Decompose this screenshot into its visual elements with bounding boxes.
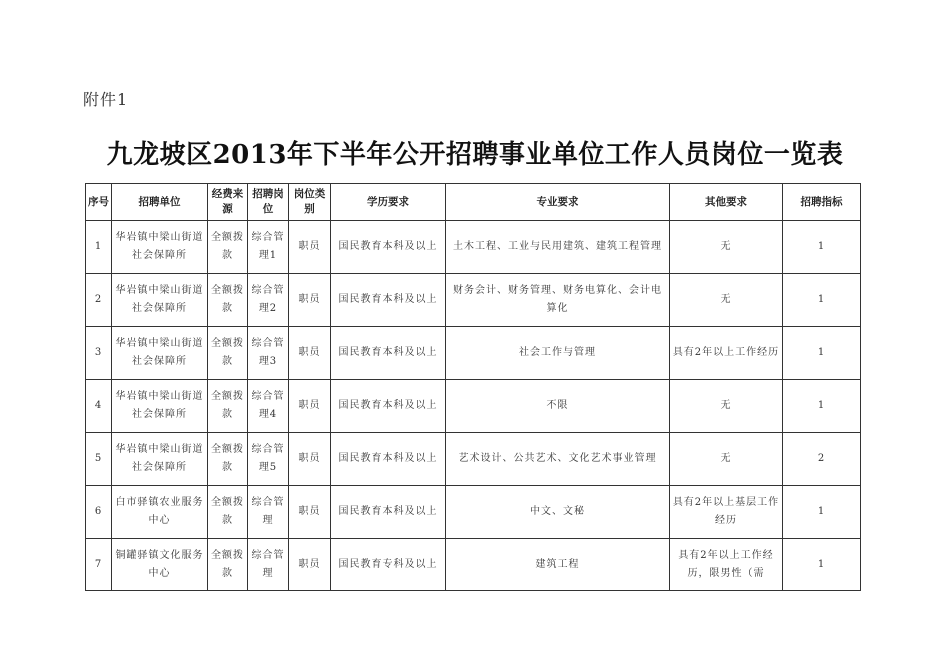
cell-post: 综合管理1 <box>248 221 289 274</box>
cell-funding: 全额拨款 <box>208 221 248 274</box>
cell-major: 社会工作与管理 <box>446 327 670 380</box>
cell-funding: 全额拨款 <box>208 274 248 327</box>
cell-other: 无 <box>670 380 783 433</box>
cell-education: 国民教育本科及以上 <box>331 380 446 433</box>
cell-number: 3 <box>86 327 112 380</box>
cell-education: 国民教育本科及以上 <box>331 433 446 486</box>
cell-post: 综合管理 <box>248 539 289 591</box>
table-header-row <box>86 184 861 221</box>
cell-education: 国民教育本科及以上 <box>331 274 446 327</box>
column-header-education: 学历要求 <box>331 184 446 221</box>
cell-category: 职员 <box>289 380 331 433</box>
cell-quota: 1 <box>783 274 861 327</box>
column-header-quota: 招聘指标 <box>783 184 861 221</box>
cell-quota: 1 <box>783 327 861 380</box>
cell-post: 综合管理3 <box>248 327 289 380</box>
cell-major: 财务会计、财务管理、财务电算化、会计电算化 <box>446 274 670 327</box>
cell-other: 无 <box>670 221 783 274</box>
cell-quota: 1 <box>783 221 861 274</box>
cell-other: 无 <box>670 274 783 327</box>
cell-other: 具有2年以上工作经历，限男性（需 <box>670 539 783 591</box>
cell-unit: 华岩镇中梁山街道社会保障所 <box>112 221 208 274</box>
cell-post: 综合管理4 <box>248 380 289 433</box>
column-header-other: 其他要求 <box>670 184 783 221</box>
cell-quota: 1 <box>783 380 861 433</box>
cell-number: 6 <box>86 486 112 539</box>
cell-major: 建筑工程 <box>446 539 670 591</box>
cell-education: 国民教育本科及以上 <box>331 486 446 539</box>
column-header-post: 招聘岗位 <box>248 184 289 221</box>
column-header-category: 岗位类别 <box>289 184 331 221</box>
column-header-major: 专业要求 <box>446 184 670 221</box>
cell-major: 土木工程、工业与民用建筑、建筑工程管理 <box>446 221 670 274</box>
cell-category: 职员 <box>289 221 331 274</box>
table-row <box>86 380 861 433</box>
positions-table <box>85 183 861 591</box>
table-row <box>86 539 861 591</box>
cell-number: 2 <box>86 274 112 327</box>
cell-post: 综合管理2 <box>248 274 289 327</box>
cell-unit: 华岩镇中梁山街道社会保障所 <box>112 380 208 433</box>
cell-post: 综合管理 <box>248 486 289 539</box>
column-header-unit: 招聘单位 <box>112 184 208 221</box>
table-row <box>86 221 861 274</box>
cell-unit: 华岩镇中梁山街道社会保障所 <box>112 274 208 327</box>
cell-post: 综合管理5 <box>248 433 289 486</box>
cell-other: 无 <box>670 433 783 486</box>
cell-number: 5 <box>86 433 112 486</box>
cell-quota: 2 <box>783 433 861 486</box>
cell-unit: 白市驿镇农业服务中心 <box>112 486 208 539</box>
cell-category: 职员 <box>289 433 331 486</box>
cell-other: 具有2年以上工作经历 <box>670 327 783 380</box>
cell-funding: 全额拨款 <box>208 486 248 539</box>
cell-number: 1 <box>86 221 112 274</box>
cell-quota: 1 <box>783 486 861 539</box>
column-header-number: 序号 <box>86 184 112 221</box>
table-row <box>86 433 861 486</box>
cell-funding: 全额拨款 <box>208 327 248 380</box>
cell-category: 职员 <box>289 274 331 327</box>
cell-category: 职员 <box>289 486 331 539</box>
cell-education: 国民教育本科及以上 <box>331 327 446 380</box>
cell-unit: 铜罐驿镇文化服务中心 <box>112 539 208 591</box>
cell-funding: 全额拨款 <box>208 433 248 486</box>
cell-major: 不限 <box>446 380 670 433</box>
cell-education: 国民教育本科及以上 <box>331 221 446 274</box>
cell-major: 中文、文秘 <box>446 486 670 539</box>
table-row <box>86 327 861 380</box>
cell-other: 具有2年以上基层工作经历 <box>670 486 783 539</box>
cell-quota: 1 <box>783 539 861 591</box>
page-title: 九龙坡区2013年下半年公开招聘事业单位工作人员岗位一览表 <box>106 140 844 170</box>
attachment-label: 附件1 <box>83 90 129 109</box>
cell-education: 国民教育专科及以上 <box>331 539 446 591</box>
cell-category: 职员 <box>289 539 331 591</box>
cell-number: 4 <box>86 380 112 433</box>
column-header-funding: 经费来源 <box>208 184 248 221</box>
table-row <box>86 274 861 327</box>
cell-unit: 华岩镇中梁山街道社会保障所 <box>112 433 208 486</box>
table-row <box>86 486 861 539</box>
cell-category: 职员 <box>289 327 331 380</box>
cell-major: 艺术设计、公共艺术、文化艺术事业管理 <box>446 433 670 486</box>
cell-number: 7 <box>86 539 112 591</box>
cell-funding: 全额拨款 <box>208 380 248 433</box>
cell-funding: 全额拨款 <box>208 539 248 591</box>
cell-unit: 华岩镇中梁山街道社会保障所 <box>112 327 208 380</box>
